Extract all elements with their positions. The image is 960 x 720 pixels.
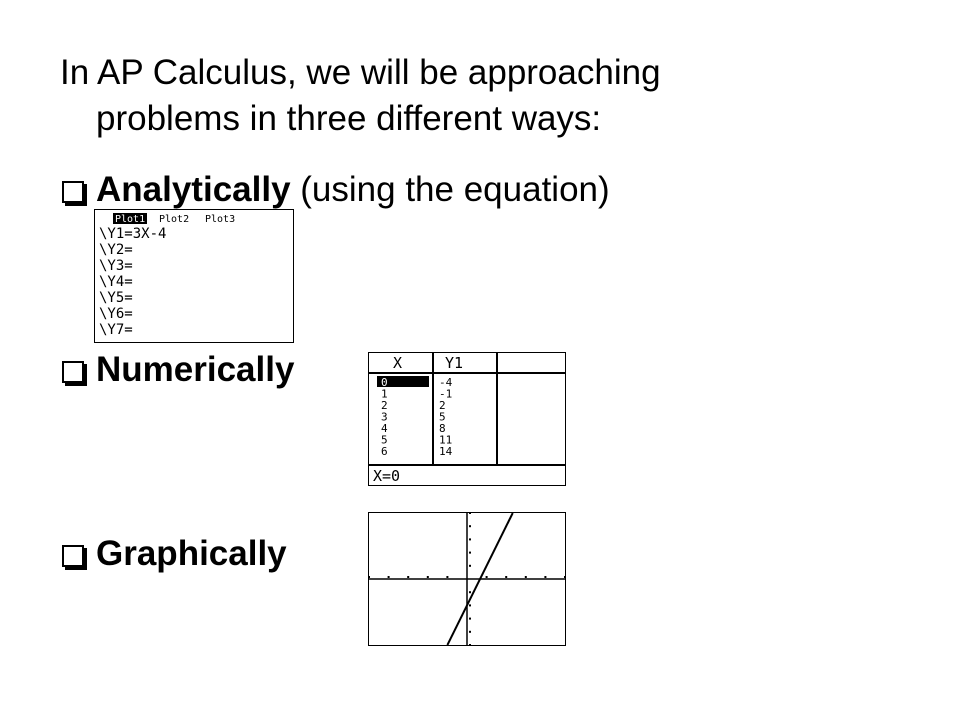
x-tick-mark	[407, 576, 409, 578]
table-cell-y: 5	[439, 410, 446, 424]
bullet-suffix: (using the equation)	[290, 170, 610, 209]
table-cell-y: 8	[439, 422, 446, 435]
checkbox-square-icon	[62, 545, 84, 567]
y-tick-mark	[469, 591, 471, 593]
table-cell-x: 2	[381, 399, 388, 412]
x-tick-mark	[486, 576, 488, 578]
table-display	[369, 353, 565, 485]
y-tick-mark	[469, 631, 471, 633]
y-tick-mark	[469, 565, 471, 567]
table-cell-y: 11	[439, 433, 453, 447]
intro-line-2: problems in three different ways:	[96, 99, 602, 138]
table-cell-y: 2	[439, 399, 446, 412]
x-tick-mark	[544, 576, 546, 578]
table-cell-x: 5	[381, 433, 388, 447]
y-equation-row: \Y1=3X-4	[99, 226, 167, 242]
x-tick-mark	[525, 576, 527, 578]
bullet-graphically	[62, 534, 287, 574]
y-tick-mark	[469, 525, 471, 527]
y-tick-mark	[469, 618, 471, 620]
table-cell-y: -1	[439, 387, 453, 401]
y-equation-row: \Y7=	[99, 322, 133, 338]
table-header-y1: Y1	[445, 354, 464, 372]
calculator-graph-screen	[368, 512, 566, 646]
table-header-x: X	[393, 354, 403, 372]
x-tick-mark	[564, 576, 565, 578]
x-tick-mark	[427, 576, 429, 578]
bullet-label: Numerically	[96, 350, 295, 389]
table-rows	[381, 376, 453, 458]
plot-tab-2: Plot2	[159, 214, 190, 225]
y-tick-mark	[469, 552, 471, 554]
table-footer: X=0	[373, 467, 401, 485]
intro-text	[60, 50, 820, 142]
x-tick-mark	[505, 576, 507, 578]
calculator-table-screen	[368, 352, 566, 486]
plot-tab-3: Plot3	[205, 214, 236, 225]
x-tick-mark	[388, 576, 390, 578]
y-tick-mark	[469, 604, 471, 606]
bullet-label: Analytically	[96, 170, 291, 209]
y-equation-row: \Y2=	[99, 242, 133, 258]
x-tick-mark	[369, 576, 370, 578]
intro-line-1: In AP Calculus, we will be approaching	[60, 53, 661, 92]
graph-display	[369, 513, 565, 645]
bullet-label: Graphically	[96, 534, 287, 573]
y-equation-row: \Y3=	[99, 258, 133, 274]
y-editor-display	[95, 210, 293, 342]
y-tick-mark	[469, 513, 471, 514]
y-tick-mark	[469, 538, 471, 540]
table-cell-y: 14	[439, 445, 453, 458]
table-cell-x: 0	[381, 376, 388, 389]
table-cell-y: -4	[439, 376, 453, 389]
table-cell-x: 4	[381, 422, 388, 435]
y-equation-row: \Y6=	[99, 306, 133, 322]
checkbox-square-icon	[62, 361, 84, 383]
checkbox-square-icon	[62, 181, 84, 203]
plot-tab-1: Plot1	[115, 214, 146, 225]
table-cell-x: 6	[381, 445, 388, 458]
bullet-analytically	[62, 170, 610, 210]
table-cell-x: 1	[381, 387, 388, 401]
y-equation-list	[99, 226, 166, 338]
y-equation-row: \Y4=	[99, 274, 133, 290]
table-cell-x: 3	[381, 410, 388, 424]
x-tick-mark	[446, 576, 448, 578]
bullet-numerically	[62, 350, 294, 390]
y-equation-row: \Y5=	[99, 290, 133, 306]
y-tick-mark	[469, 644, 471, 645]
calculator-y-editor-screen	[94, 209, 294, 343]
